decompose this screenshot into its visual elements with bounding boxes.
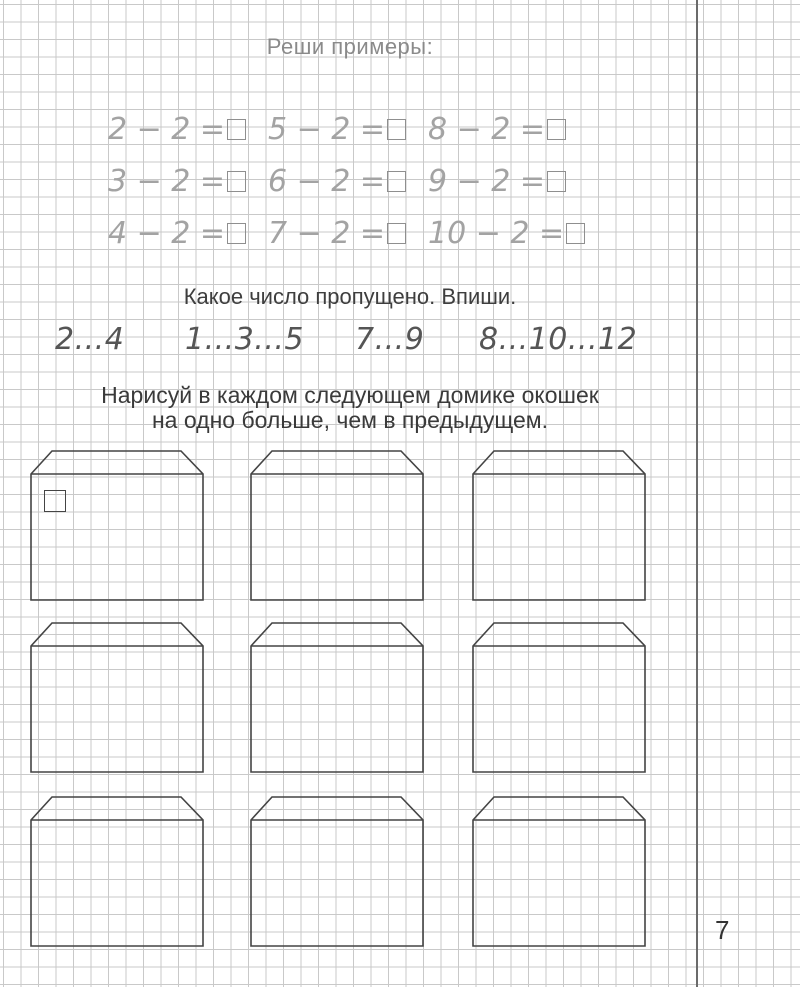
example-expression: 2 − 2 = <box>108 111 226 147</box>
example-expression: 6 − 2 = <box>268 163 386 199</box>
house-outline <box>472 796 647 948</box>
sequence-item[interactable]: 7...9 <box>355 322 425 357</box>
house-outline <box>30 796 205 948</box>
house[interactable] <box>250 450 426 604</box>
house[interactable] <box>30 796 206 950</box>
house[interactable] <box>472 796 648 950</box>
example-expression: 8 − 2 = <box>428 111 546 147</box>
house[interactable] <box>250 796 426 950</box>
house-outline <box>30 450 205 602</box>
example-expression: 4 − 2 = <box>108 215 226 251</box>
house[interactable] <box>30 622 206 776</box>
house-window <box>44 490 66 512</box>
house-outline <box>472 622 647 774</box>
page-number: 7 <box>715 915 730 945</box>
example-expression: 7 − 2 = <box>268 215 386 251</box>
house-outline <box>472 450 647 602</box>
sequence-item[interactable]: 2...4 <box>55 322 125 357</box>
example-expression: 10 − 2 = <box>428 215 565 251</box>
task3-title-line: Нарисуй в каждом следующем домике окошек <box>101 382 599 408</box>
house-outline <box>250 796 425 948</box>
sequence-item[interactable]: 1...3...5 <box>185 322 304 357</box>
house[interactable] <box>472 622 648 776</box>
house[interactable] <box>472 450 648 604</box>
task2-title: Какое число пропущено. Впиши. <box>183 284 517 309</box>
house-outline <box>250 622 425 774</box>
task1-title: Реши примеры: <box>266 34 434 59</box>
house-outline <box>30 622 205 774</box>
example-expression: 3 − 2 = <box>108 163 226 199</box>
example-expression: 5 − 2 = <box>268 111 386 147</box>
house[interactable] <box>250 622 426 776</box>
sequence-item[interactable]: 8...10...12 <box>479 322 638 357</box>
house[interactable] <box>30 450 206 604</box>
example-expression: 9 − 2 = <box>428 163 546 199</box>
task3-title-line: на одно больше, чем в предыдущем. <box>151 407 548 433</box>
house-outline <box>250 450 425 602</box>
